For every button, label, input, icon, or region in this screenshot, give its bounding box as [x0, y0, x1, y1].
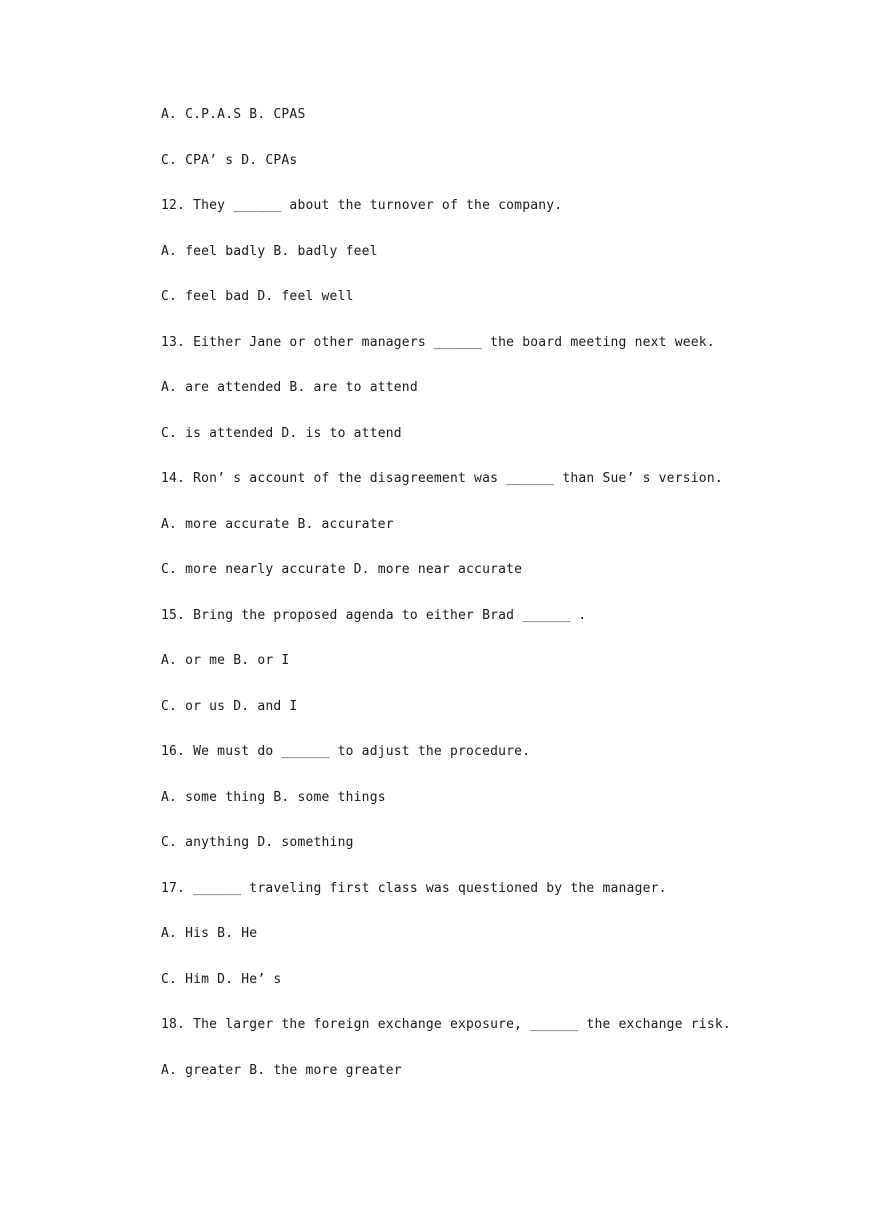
- question-line: 13. Either Jane or other managers ______ the board meeting next week.: [161, 334, 715, 350]
- question-line: 16. We must do ______ to adjust the procedure.: [161, 744, 531, 759]
- option-line: C. is attended D. is to attend: [161, 425, 402, 441]
- option-line: A. are attended B. are to attend: [161, 380, 418, 395]
- question-line: 15. Bring the proposed agenda to either Brad ______ .: [161, 607, 587, 623]
- option-line: A. feel badly B. badly feel: [161, 243, 378, 259]
- option-line: A. or me B. or I: [161, 653, 290, 668]
- question-line: 18. The larger the foreign exchange exposure, ______ the exchange risk.: [161, 1017, 731, 1032]
- option-line: C. or us D. and I: [161, 698, 298, 714]
- option-line: A. more accurate B. accurater: [161, 516, 394, 532]
- exam-text: [161, 105, 841, 1106]
- option-line: A. greater B. the more greater: [161, 1062, 402, 1078]
- question-line: 17. ______ traveling first class was questioned by the manager.: [161, 880, 667, 896]
- option-line: C. feel bad D. feel well: [161, 289, 354, 304]
- question-line: 12. They ______ about the turnover of the company.: [161, 198, 563, 213]
- option-line: C. CPA’ s D. CPAs: [161, 152, 298, 168]
- option-line: A. His B. He: [161, 926, 258, 941]
- option-line: C. Him D. He’ s: [161, 971, 282, 987]
- option-line: C. more nearly accurate D. more near accurate: [161, 562, 523, 577]
- option-line: A. some thing B. some things: [161, 789, 386, 805]
- question-line: 14. Ron’ s account of the disagreement was ______ than Sue’ s version.: [161, 471, 723, 486]
- option-line: C. anything D. something: [161, 835, 354, 850]
- option-line: A. C.P.A.S B. CPAS: [161, 107, 306, 122]
